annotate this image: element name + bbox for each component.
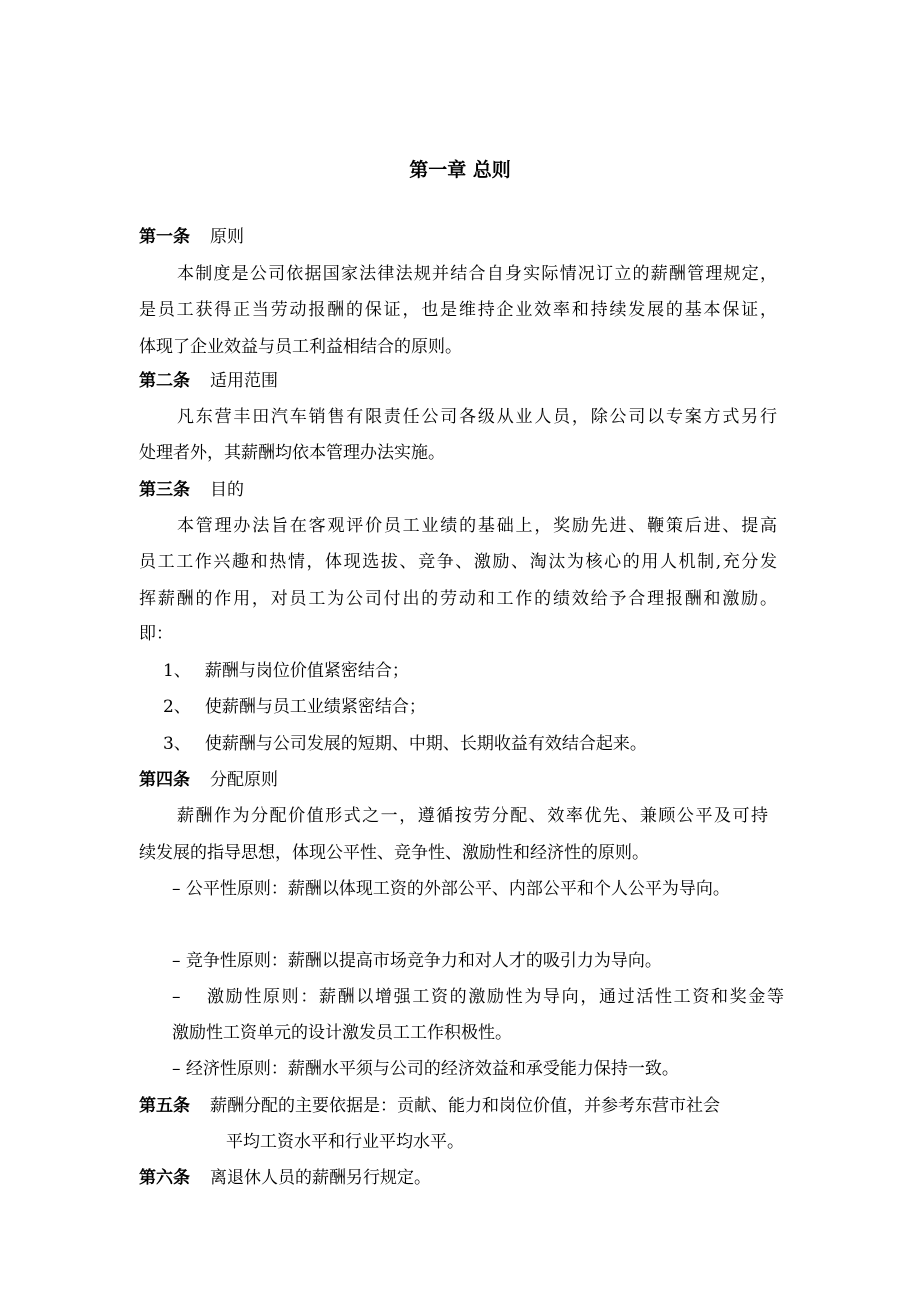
article-1-label: 第一条	[139, 227, 190, 247]
article-4-line-2: 续发展的指导思想，体现公平性、竞争性、激励性和经济性的原则。	[139, 843, 649, 863]
article-1-line-1: 本制度是公司依据国家法律法规并结合自身实际情况订立的薪酬管理规定，	[177, 264, 777, 284]
article-4-name: 分配原则	[210, 770, 278, 790]
article-5-text-1: 薪酬分配的主要依据是：贡献、能力和岗位价值，并参考东营市社会	[210, 1096, 720, 1116]
article-1-heading	[139, 227, 244, 247]
article-1-line-2: 是员工获得正当劳动报酬的保证，也是维持企业效率和持续发展的基本保证，	[139, 300, 777, 320]
article-5-text-2: 平均工资水平和行业平均水平。	[226, 1132, 464, 1152]
principle-incentive-line-1: 激励性原则：薪酬以增强工资的激励性为导向，通过活性工资和奖金等	[207, 987, 784, 1007]
principle-fairness: – 公平性原则：薪酬以体现工资的外部公平、内部公平和个人公平为导向。	[172, 879, 730, 899]
article-3-line-2: 员工工作兴趣和热情，体现选拔、竞争、激励、淘汰为核心的用人机制,充分发	[139, 552, 777, 572]
list-item	[163, 697, 426, 717]
article-3-label: 第三条	[139, 480, 190, 500]
list-item-number: 1、	[163, 661, 191, 681]
article-3-line-1: 本管理办法旨在客观评价员工业绩的基础上，奖励先进、鞭策后进、提高	[177, 516, 777, 536]
list-item-number: 2、	[163, 697, 191, 717]
article-3-line-3: 挥薪酬的作用，对员工为公司付出的劳动和工作的绩效给予合理报酬和激励。	[139, 589, 777, 609]
article-2-line-2: 处理者外，其薪酬均依本管理办法实施。	[139, 443, 445, 463]
article-5-heading	[139, 1096, 720, 1116]
article-3-line-4: 即：	[139, 624, 173, 644]
list-item-text: 薪酬与岗位价值紧密结合；	[204, 661, 409, 681]
article-2-line-1: 凡东营丰田汽车销售有限责任公司各级从业人员，除公司以专案方式另行	[177, 407, 777, 427]
principle-incentive-dash: –	[172, 987, 181, 1007]
article-5-label: 第五条	[139, 1096, 190, 1116]
list-item	[163, 661, 409, 681]
principle-competitiveness: – 竞争性原则：薪酬以提高市场竞争力和对人才的吸引力为导向。	[172, 951, 662, 971]
article-4-label: 第四条	[139, 770, 190, 790]
article-1-name: 原则	[210, 227, 244, 247]
chapter-title: 第一章 总则	[409, 159, 511, 181]
list-item-number: 3、	[163, 734, 191, 754]
article-2-label: 第二条	[139, 371, 190, 391]
article-3-heading	[139, 480, 244, 500]
article-4-heading	[139, 770, 278, 790]
list-item-text: 使薪酬与员工业绩紧密结合；	[204, 697, 426, 717]
list-item	[163, 734, 647, 754]
article-2-name: 适用范围	[210, 371, 278, 391]
article-6-label: 第六条	[139, 1168, 190, 1188]
article-1-line-3: 体现了企业效益与员工利益相结合的原则。	[139, 337, 462, 357]
principle-incentive-line-2: 激励性工资单元的设计激发员工工作积极性。	[172, 1023, 512, 1043]
article-2-heading	[139, 371, 278, 391]
article-3-name: 目的	[210, 480, 244, 500]
article-6-heading	[139, 1168, 431, 1188]
article-6-text: 离退休人员的薪酬另行规定。	[210, 1168, 431, 1188]
principle-economy: – 经济性原则：薪酬水平须与公司的经济效益和承受能力保持一致。	[172, 1059, 679, 1079]
article-4-line-1: 薪酬作为分配价值形式之一，遵循按劳分配、效率优先、兼顾公平及可持	[177, 806, 768, 826]
list-item-text: 使薪酬与公司发展的短期、中期、长期收益有效结合起来。	[204, 734, 647, 754]
